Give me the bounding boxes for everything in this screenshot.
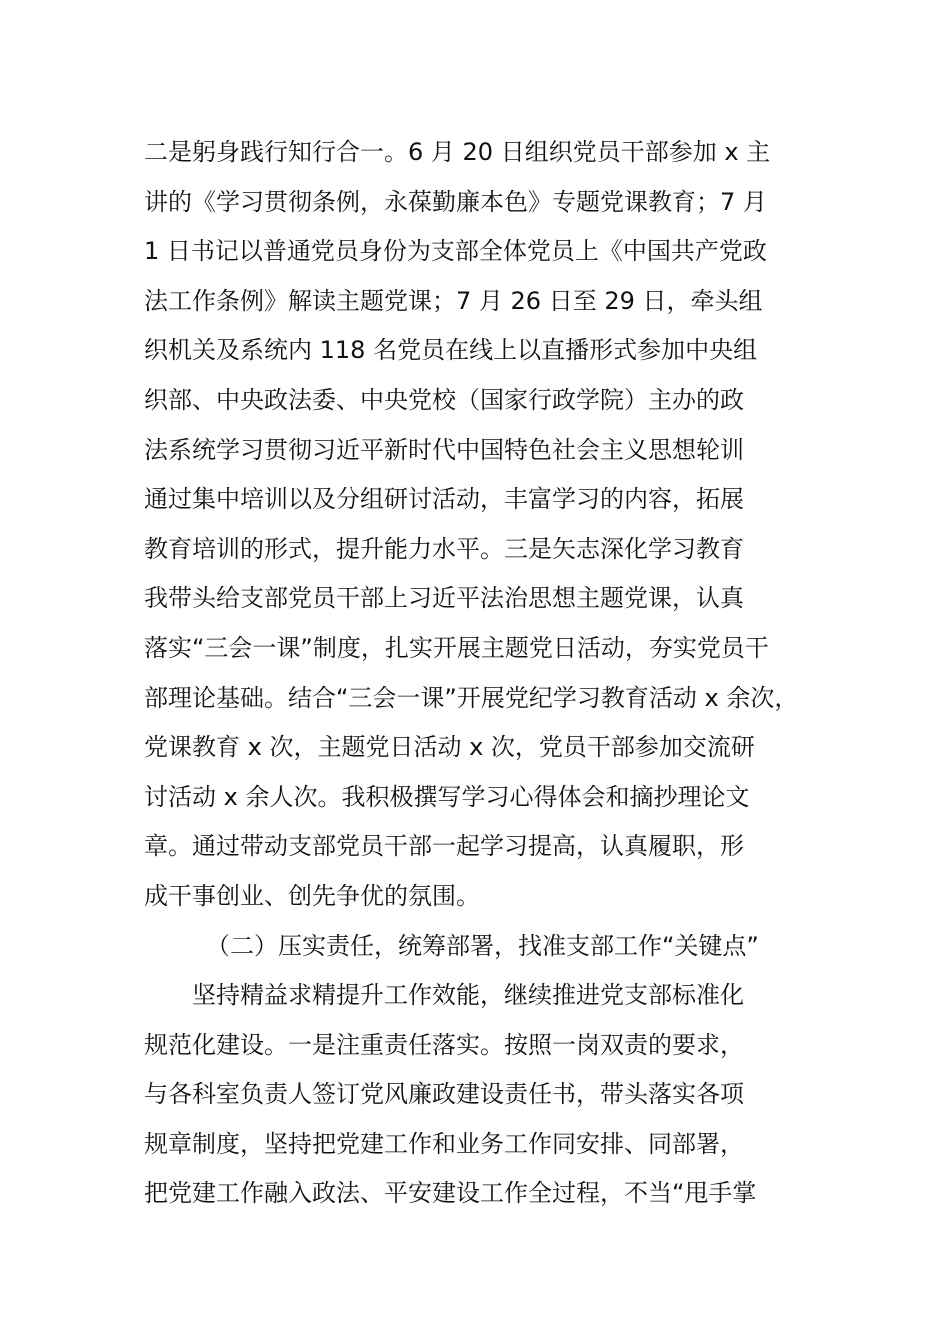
paragraph-line: 1 日书记以普通党员身份为支部全体党员上《中国共产党政: [144, 237, 767, 266]
paragraph-2: [144, 971, 824, 1219]
paragraph-line: 规章制度，坚持把党建工作和业务工作同安排、同部署，: [144, 1129, 744, 1158]
section-heading: （二）压实责任，统筹部署，找准支部工作“关键点”: [206, 931, 759, 960]
paragraph-line: 教育培训的形式，提升能力水平。三是矢志深化学习教育: [144, 534, 744, 563]
paragraph-line: 与各科室负责人签订党风廉政建设责任书，带头落实各项: [144, 1080, 744, 1109]
paragraph-line: 织机关及系统内 118 名党员在线上以直播形式参加中央组: [144, 336, 758, 365]
paragraph-line: 通过集中培训以及分组研讨活动，丰富学习的内容，拓展: [144, 485, 744, 514]
paragraph-line: 织部、中央政法委、中央党校（国家行政学院）主办的政: [144, 385, 744, 414]
paragraph-line: 落实“三会一课”制度，扎实开展主题党日活动，夯实党员干: [144, 633, 769, 662]
paragraph-line: 章。通过带动支部党员干部一起学习提高，认真履职，形: [144, 832, 744, 861]
paragraph-1: [144, 128, 824, 922]
paragraph-line: 讨活动 x 余人次。我积极撰写学习心得体会和摘抄理论文: [144, 782, 750, 811]
paragraph-line: 讲的《学习贯彻条例，永葆勤廉本色》专题党课教育；7 月: [144, 187, 767, 216]
paragraph-line: 法系统学习贯彻习近平新时代中国特色社会主义思想轮训: [144, 435, 744, 464]
paragraph-line: 把党建工作融入政法、平安建设工作全过程，不当“甩手掌: [144, 1179, 757, 1208]
paragraph-line: 规范化建设。一是注重责任落实。按照一岗双责的要求，: [144, 1030, 744, 1059]
paragraph-line: 法工作条例》解读主题党课；7 月 26 日至 29 日，牵头组: [144, 286, 763, 315]
paragraph-line: 部理论基础。结合“三会一课”开展党纪学习教育活动 x 余次，: [144, 683, 799, 712]
document-body: [144, 128, 824, 1219]
paragraph-line: 党课教育 x 次，主题党日活动 x 次，党员干部参加交流研: [144, 733, 755, 762]
paragraph-line: 二是躬身践行知行合一。6 月 20 日组织党员干部参加 x 主: [144, 138, 771, 166]
paragraph-line: 坚持精益求精提升工作效能，继续推进党支部标准化: [192, 981, 744, 1010]
paragraph-line: 成干事创业、创先争优的氛围。: [144, 881, 480, 910]
paragraph-line: 我带头给支部党员干部上习近平法治思想主题党课，认真: [144, 584, 744, 613]
